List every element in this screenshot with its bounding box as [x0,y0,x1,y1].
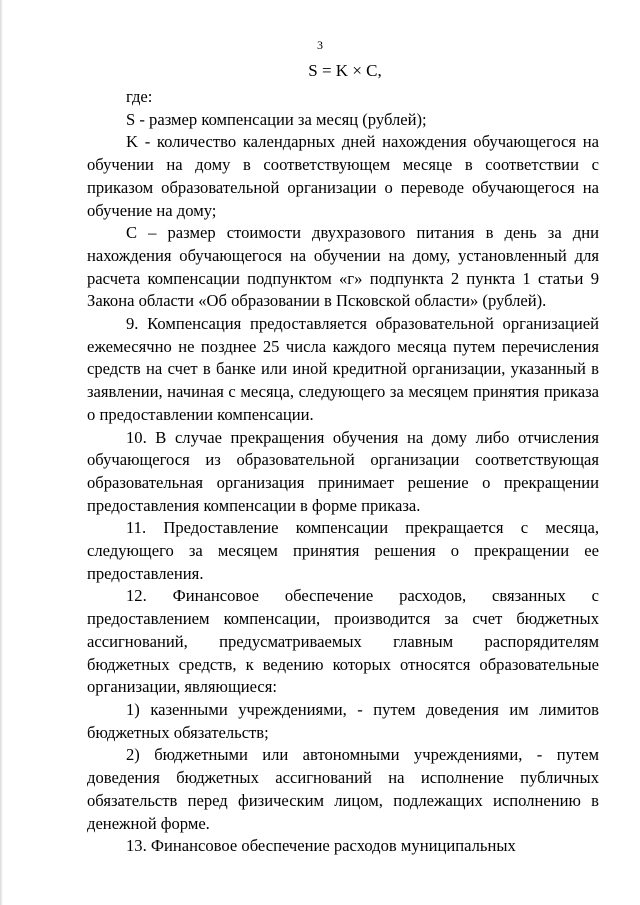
clause-13: 13. Финансовое обеспечение расходов муниципальных [126,836,516,856]
clause-12: 12. Финансовое обеспечение расходов, связанных с предоставлением компенсации, производится за счет бюджетных ассигнований, предусматриваемых главным распорядителям бюджетных средств, к ведению которых относятся образовательные организации, являющиеся: [87,586,599,697]
clause-12-item-2: 2) бюджетными или автономными учреждениями, - путем доведения бюджетных ассигнований на исполнение публичных обязательств перед физическим лицом, подлежащих исполнению в денежной форме. [87,745,599,833]
clause-11: 11. Предоставление компенсации прекращается с месяца, следующего за месяцем принятия решения о прекращении ее предоставления. [87,518,599,583]
clause-10: 10. В случае прекращения обучения на дому либо отчисления обучающегося из образовательной организации соответствующая образовательная организация принимает решение о прекращении предоставления компенсации в форме приказа. [87,427,599,515]
where-label: где: [126,87,153,106]
document-body [87,86,599,858]
clause-9: 9. Компенсация предоставляется образовательной организацией ежемесячно не позднее 25 числа каждого месяца путем перечисления средств на счет в банке или иной кредитной организации, указанный в заявлении, начиная с месяца, следующего за месяцем принятия приказа о предоставлении компенсации. [87,314,599,424]
definition-c: C – размер стоимости двухразового питания в день за дни нахождения обучающегося на обучении на дому, установленный для расчета компенсации подпунктом «г» подпункта 2 пункта 1 статьи 9 Закона области «Об образовании в Псковской области» (рублей). [87,223,599,311]
definition-s: S - размер компенсации за месяц (рублей); [126,109,427,129]
compensation-formula: S = K × C, [308,61,382,80]
definition-k: K - количество календарных дней нахождения обучающегося на обучении на дому в соответствующем месяце в соответствии с приказом образовательной организации о переводе обучающегося на обучение на дому; [87,132,599,220]
clause-12-item-1: 1) казенными учреждениями, - путем доведения им лимитов бюджетных обязательств; [87,699,599,742]
page-number: 3 [317,38,323,52]
